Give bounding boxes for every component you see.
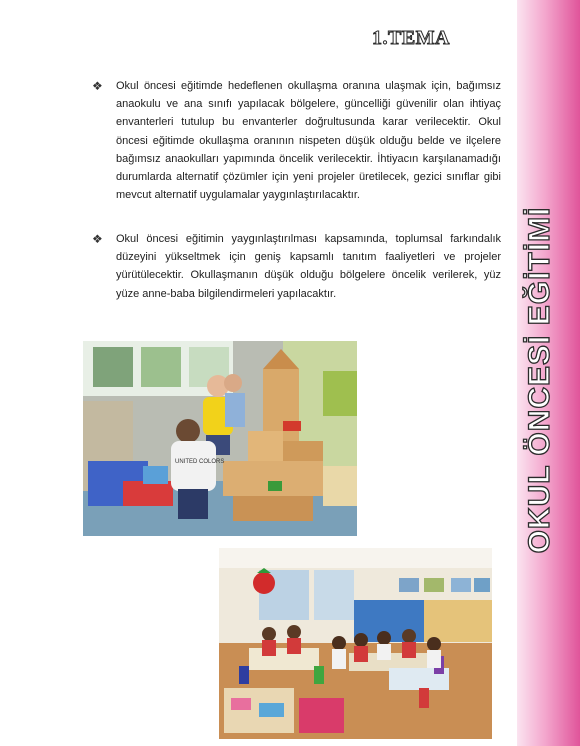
diamond-bullet-icon: ❖ — [92, 79, 103, 93]
bullet-text: Okul öncesi eğitimde hedeflenen okullaşma oranına ulaşmak için, bağımsız anaokulu ve ana sınıfı yapılacak bölgelere, güncelliği güvenilir olan ihtiyaç envanterleri tutulup bu envanterler doğrultusunda karar verilecektir. Okul öncesi eğitimde okullaşma oranının nispeten düşük olduğu belde ve ilçelere bağımsız anaokulları yapımında öncelik verilecektir. İhtiyacın karşılanamadığı durumlarda alternatif çözümler için yeni projeler üretilecek, gezici sınıflar gibi mevcut alternatif uygulamalar yaygınlaştırılacaktır. — [116, 80, 501, 202]
page-title: 1.TEMA — [372, 27, 450, 49]
shirt-print-text: UNITED COLORS — [175, 459, 225, 465]
bullet-text: Okul öncesi eğitimin yaygınlaştırılması kapsamında, toplumsal farkındalık düzeyini yükseltmek için geniş kapsamlı tanıtım faaliyetleri ve projeler yürütülecektir. Okullaşmanın düşük olduğu bölgelere öncelik verilerek, yüz yüze anne-baba bilgilendirmeleri yapılacaktır. — [116, 233, 501, 300]
photo-classroom-children — [219, 548, 492, 739]
vertical-section-title: OKUL ÖNCESİ EĞİTİMİ — [523, 206, 556, 554]
bullet-item — [94, 230, 501, 303]
bullet-item — [94, 77, 501, 204]
photo-children-block-tower — [83, 341, 357, 536]
diamond-bullet-icon: ❖ — [92, 232, 103, 246]
